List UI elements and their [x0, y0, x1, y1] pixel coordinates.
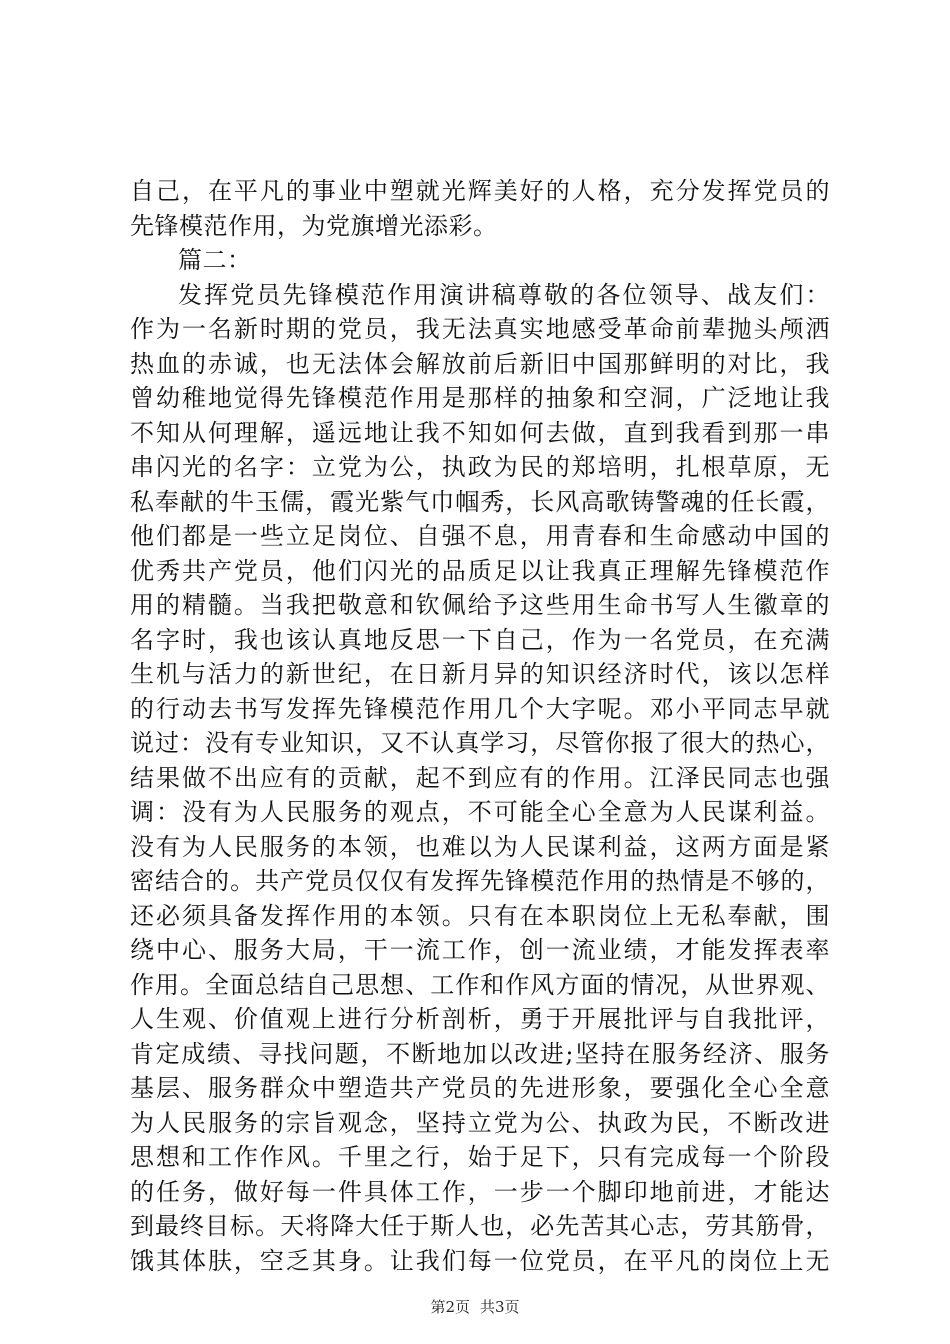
text-line: 串闪光的名字：立党为公，执政为民的郑培明，扎根草原，无 — [130, 453, 830, 481]
text-line: 他们都是一些立足岗位、自强不息，用青春和生命感动中国的 — [130, 522, 830, 550]
text-line: 基层、服务群众中塑造共产党员的先进形象，要强化全心全意 — [130, 1074, 830, 1102]
text-line: 调：没有为人民服务的观点，不可能全心全意为人民谋利益。 — [130, 798, 830, 826]
text-line: 没有为人民服务的本领，也难以为人民谋利益，这两方面是紧 — [130, 832, 830, 861]
text-line: 热血的赤诚，也无法体会解放前后新旧中国那鲜明的对比，我 — [130, 349, 830, 378]
section-heading: 篇二： — [178, 246, 252, 274]
text-line: 为人民服务的宗旨观念，坚持立党为公、执政为民，不断改进 — [130, 1108, 830, 1137]
text-line: 还必须具备发挥作用的本领。只有在本职岗位上无私奉献，围 — [130, 901, 830, 930]
text-line: 自己，在平凡的事业中塑就光辉美好的人格，充分发挥党员的 — [130, 177, 830, 205]
speech-title-line: 发挥党员先锋模范作用演讲稿尊敬的各位领导、战友们： — [178, 280, 830, 309]
text-line: 绕中心、服务大局，干一流工作，创一流业绩，才能发挥表率 — [130, 936, 830, 964]
page-footer — [0, 1296, 950, 1317]
text-line: 饿其体肤，空乏其身。让我们每一位党员，在平凡的岗位上无 — [130, 1246, 830, 1275]
page-total: 共3页 — [480, 1298, 520, 1316]
text-line: 说过：没有专业知识，又不认真学习，尽管你报了很大的热心， — [130, 729, 830, 757]
text-line: 结果做不出应有的贡献，起不到应有的作用。江泽民同志也强 — [130, 763, 830, 792]
text-line: 私奉献的牛玉儒，霞光紫气巾帼秀，长风高歌铸警魂的任长霞， — [130, 487, 830, 516]
text-line: 生机与活力的新世纪，在日新月异的知识经济时代，该以怎样 — [130, 660, 830, 688]
text-line: 优秀共产党员，他们闪光的品质足以让我真正理解先锋模范作 — [130, 556, 830, 585]
text-line: 的行动去书写发挥先锋模范作用几个大字呢。邓小平同志早就 — [130, 694, 830, 723]
text-line: 作用。全面总结自己思想、工作和作风方面的情况，从世界观、 — [130, 970, 830, 999]
text-line: 曾幼稚地觉得先锋模范作用是那样的抽象和空洞，广泛地让我 — [130, 384, 830, 412]
text-line: 肯定成绩、寻找问题，不断地加以改进;坚持在服务经济、服务 — [130, 1039, 830, 1068]
text-line: 作为一名新时期的党员，我无法真实地感受革命前辈抛头颅洒 — [130, 315, 830, 343]
text-line: 思想和工作作风。千里之行，始于足下，只有完成每一个阶段 — [130, 1143, 830, 1171]
text-line: 到最终目标。天将降大任于斯人也，必先苦其心志，劳其筋骨， — [130, 1212, 830, 1240]
text-line: 用的精髓。当我把敬意和钦佩给予这些用生命书写人生徽章的 — [130, 591, 830, 619]
text-line: 密结合的。共产党员仅仅有发挥先锋模范作用的热情是不够的， — [130, 867, 830, 895]
text-line: 不知从何理解，遥远地让我不知如何去做，直到我看到那一串 — [130, 418, 830, 447]
text-line: 的任务，做好每一件具体工作，一步一个脚印地前进，才能达 — [130, 1177, 830, 1206]
text-line: 人生观、价值观上进行分析剖析，勇于开展批评与自我批评， — [130, 1005, 830, 1033]
text-line: 先锋模范作用，为党旗增光添彩。 — [130, 211, 498, 240]
document-body — [130, 174, 830, 1278]
page-number: 第2页 — [430, 1298, 470, 1316]
text-line: 名字时，我也该认真地反思一下自己，作为一名党员，在充满 — [130, 625, 830, 654]
